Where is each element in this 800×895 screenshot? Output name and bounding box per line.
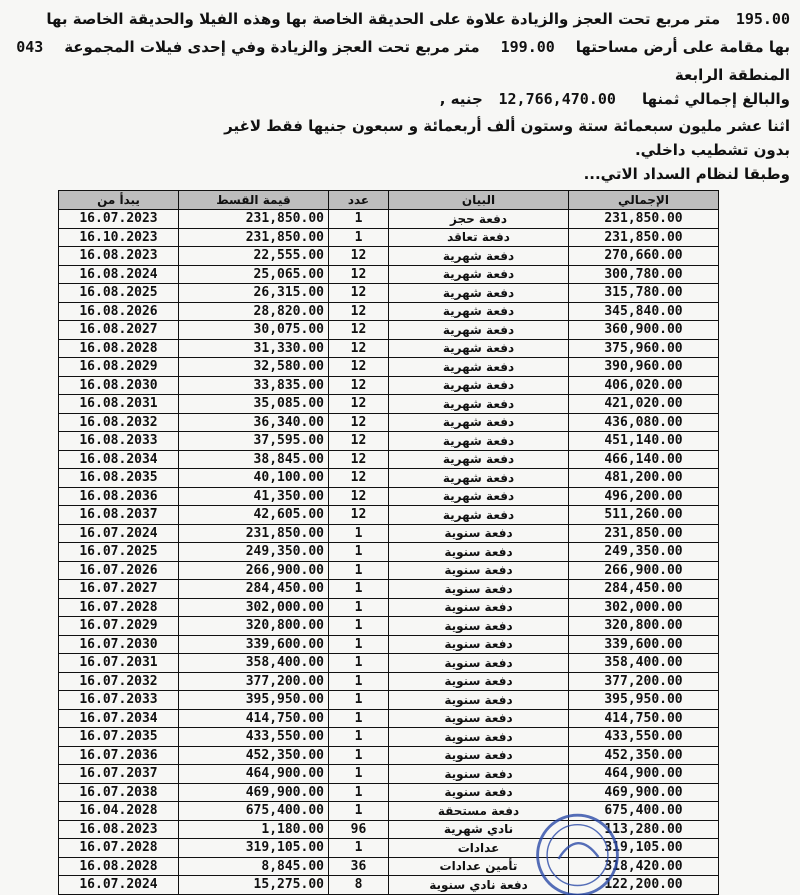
currency-unit: جنيه , [439,90,483,108]
total-cell: 451,140.00 [569,432,719,451]
description-cell: عدادات [389,839,569,858]
total-cell: 266,900.00 [569,561,719,580]
installment-amount-cell: 30,075.00 [179,321,329,340]
installment-amount-cell: 319,105.00 [179,839,329,858]
table-row [59,395,719,414]
villa-code: 043 [16,38,44,56]
total-cell: 464,900.00 [569,765,719,784]
table-row [59,617,719,636]
description-cell: دفعة شهرية [389,284,569,303]
start-date-cell: 16.08.2028 [59,857,179,876]
table-row [59,339,719,358]
table-row [59,413,719,432]
count-cell: 96 [329,820,389,839]
installment-amount-cell: 675,400.00 [179,802,329,821]
start-date-cell: 16.07.2033 [59,691,179,710]
description-cell: دفعة شهرية [389,358,569,377]
table-row [59,450,719,469]
table-row [59,561,719,580]
count-cell: 12 [329,302,389,321]
table-row [59,524,719,543]
count-cell: 1 [329,746,389,765]
installment-amount-cell: 231,850.00 [179,228,329,247]
installment-amount-cell: 41,350.00 [179,487,329,506]
installment-amount-cell: 302,000.00 [179,598,329,617]
description-cell: دفعة نادي سنوية [389,876,569,895]
installment-amount-cell: 25,065.00 [179,265,329,284]
installment-amount-cell: 42,605.00 [179,506,329,525]
description-cell: دفعة سنوية [389,654,569,673]
installment-amount-cell: 320,800.00 [179,617,329,636]
description-cell: دفعة شهرية [389,339,569,358]
start-date-cell: 16.08.2030 [59,376,179,395]
description-cell: تأمين عدادات [389,857,569,876]
header-start-date: يبدأ من [59,191,179,210]
table-row [59,820,719,839]
installment-amount-cell: 22,555.00 [179,247,329,266]
start-date-cell: 16.07.2037 [59,765,179,784]
description-cell: دفعة سنوية [389,709,569,728]
zone-text: المنطقة الرابعة [674,66,790,84]
header-line-1-text: متر مربع تحت العجز والزيادة علاوة على الحديقة الخاصة بها وهذه الفيلا والحديقة الخاصة بها [46,10,721,28]
total-cell: 481,200.00 [569,469,719,488]
start-date-cell: 16.08.2033 [59,432,179,451]
installment-amount-cell: 32,580.00 [179,358,329,377]
start-date-cell: 16.08.2026 [59,302,179,321]
header-line-2-text: بها مقامة على أرض مساحتها [575,38,790,56]
count-cell: 1 [329,709,389,728]
start-date-cell: 16.08.2027 [59,321,179,340]
table-row [59,876,719,895]
total-cell: 318,420.00 [569,857,719,876]
installment-amount-cell: 231,850.00 [179,210,329,229]
start-date-cell: 16.08.2023 [59,820,179,839]
total-cell: 466,140.00 [569,450,719,469]
header-installment-amount: قيمة القسط [179,191,329,210]
header-line-4 [440,90,790,108]
total-cell: 390,960.00 [569,358,719,377]
description-cell: دفعة سنوية [389,598,569,617]
description-cell: دفعة شهرية [389,506,569,525]
installment-amount-cell: 339,600.00 [179,635,329,654]
count-cell: 1 [329,654,389,673]
total-cell: 231,850.00 [569,210,719,229]
description-cell: دفعة سنوية [389,691,569,710]
count-cell: 1 [329,635,389,654]
count-cell: 12 [329,321,389,340]
total-price-label: والبالغ إجمالي ثمنها [642,90,790,108]
count-cell: 1 [329,672,389,691]
count-cell: 1 [329,561,389,580]
total-cell: 395,950.00 [569,691,719,710]
start-date-cell: 16.07.2025 [59,543,179,562]
table-row [59,487,719,506]
table-row [59,321,719,340]
start-date-cell: 16.08.2035 [59,469,179,488]
start-date-cell: 16.08.2032 [59,413,179,432]
description-cell: دفعة شهرية [389,321,569,340]
total-cell: 375,960.00 [569,339,719,358]
description-cell: دفعة شهرية [389,487,569,506]
description-cell: نادي شهرية [389,820,569,839]
description-cell: دفعة مستحقة [389,802,569,821]
count-cell: 1 [329,765,389,784]
count-cell: 1 [329,210,389,229]
total-cell: 113,280.00 [569,820,719,839]
total-cell: 421,020.00 [569,395,719,414]
area-value: 195.00 [735,10,790,28]
description-cell: دفعة شهرية [389,432,569,451]
header-line-2-text2: متر مربع تحت العجز والزيادة وفي إحدى فيلات المجموعة [64,38,480,56]
start-date-cell: 16.07.2027 [59,580,179,599]
count-cell: 1 [329,580,389,599]
table-row [59,857,719,876]
total-cell: 300,780.00 [569,265,719,284]
total-cell: 231,850.00 [569,524,719,543]
description-cell: دفعة شهرية [389,302,569,321]
installment-amount-cell: 266,900.00 [179,561,329,580]
start-date-cell: 16.08.2036 [59,487,179,506]
table-header-row [59,191,719,210]
total-cell: 249,350.00 [569,543,719,562]
table-row [59,765,719,784]
start-date-cell: 16.08.2034 [59,450,179,469]
start-date-cell: 16.08.2023 [59,247,179,266]
total-cell: 360,900.00 [569,321,719,340]
table-row [59,746,719,765]
table-row [59,302,719,321]
table-row [59,432,719,451]
count-cell: 8 [329,876,389,895]
start-date-cell: 16.07.2031 [59,654,179,673]
installment-amount-cell: 469,900.00 [179,783,329,802]
total-cell: 339,600.00 [569,635,719,654]
table-row [59,469,719,488]
installment-amount-cell: 28,820.00 [179,302,329,321]
description-cell: دفعة تعاقد [389,228,569,247]
table-row [59,376,719,395]
description-cell: دفعة سنوية [389,672,569,691]
count-cell: 12 [329,432,389,451]
installment-amount-cell: 358,400.00 [179,654,329,673]
table-row [59,654,719,673]
total-cell: 406,020.00 [569,376,719,395]
count-cell: 12 [329,376,389,395]
finishing-note: بدون تشطيب داخلي. [634,141,790,159]
total-cell: 302,000.00 [569,598,719,617]
start-date-cell: 16.08.2029 [59,358,179,377]
installment-amount-cell: 231,850.00 [179,524,329,543]
start-date-cell: 16.08.2037 [59,506,179,525]
total-cell: 496,200.00 [569,487,719,506]
total-cell: 469,900.00 [569,783,719,802]
start-date-cell: 16.07.2029 [59,617,179,636]
description-cell: دفعة سنوية [389,617,569,636]
payment-schedule-table [58,190,719,895]
header-line-1 [46,10,790,28]
count-cell: 1 [329,839,389,858]
table-row [59,543,719,562]
count-cell: 1 [329,617,389,636]
table-row [59,839,719,858]
description-cell: دفعة سنوية [389,561,569,580]
start-date-cell: 16.07.2032 [59,672,179,691]
installment-amount-cell: 8,845.00 [179,857,329,876]
installment-amount-cell: 26,315.00 [179,284,329,303]
installment-amount-cell: 1,180.00 [179,820,329,839]
table-row [59,709,719,728]
count-cell: 12 [329,506,389,525]
installment-amount-cell: 38,845.00 [179,450,329,469]
table-row [59,598,719,617]
header-line-5 [224,117,790,135]
start-date-cell: 16.08.2024 [59,265,179,284]
total-price-value: 12,766,470.00 [498,90,616,108]
description-cell: دفعة سنوية [389,728,569,747]
header-total: الإجمالي [569,191,719,210]
installment-amount-cell: 15,275.00 [179,876,329,895]
start-date-cell: 16.07.2028 [59,839,179,858]
count-cell: 12 [329,395,389,414]
description-cell: دفعة حجز [389,210,569,229]
count-cell: 12 [329,487,389,506]
description-cell: دفعة سنوية [389,783,569,802]
total-cell: 122,200.00 [569,876,719,895]
installment-amount-cell: 414,750.00 [179,709,329,728]
count-cell: 12 [329,247,389,266]
description-cell: دفعة سنوية [389,746,569,765]
count-cell: 1 [329,691,389,710]
table-row [59,691,719,710]
start-date-cell: 16.08.2028 [59,339,179,358]
start-date-cell: 16.04.2028 [59,802,179,821]
total-cell: 675,400.00 [569,802,719,821]
table-row [59,783,719,802]
table-row [59,672,719,691]
count-cell: 1 [329,543,389,562]
total-price-words: اثنا عشر مليون سبعمائة ستة وستون ألف أربعمائة و سبعون جنيها فقط لاغير [224,117,790,135]
installment-amount-cell: 377,200.00 [179,672,329,691]
total-cell: 358,400.00 [569,654,719,673]
description-cell: دفعة شهرية [389,247,569,266]
description-cell: دفعة سنوية [389,543,569,562]
table-row [59,802,719,821]
header-line-2 [16,38,790,56]
total-cell: 436,080.00 [569,413,719,432]
installment-amount-cell: 395,950.00 [179,691,329,710]
description-cell: دفعة شهرية [389,450,569,469]
description-cell: دفعة سنوية [389,580,569,599]
installment-amount-cell: 464,900.00 [179,765,329,784]
total-cell: 414,750.00 [569,709,719,728]
description-cell: دفعة شهرية [389,265,569,284]
installment-amount-cell: 249,350.00 [179,543,329,562]
count-cell: 1 [329,524,389,543]
payment-system-intro: وطبقا لنظام السداد الاتي... [583,165,790,183]
header-count: عدد [329,191,389,210]
start-date-cell: 16.07.2038 [59,783,179,802]
table-row [59,265,719,284]
table-body [59,210,719,895]
start-date-cell: 16.07.2036 [59,746,179,765]
count-cell: 12 [329,450,389,469]
table-row [59,228,719,247]
table-row [59,358,719,377]
total-cell: 315,780.00 [569,284,719,303]
count-cell: 1 [329,228,389,247]
header-line-6 [635,141,790,159]
installment-amount-cell: 284,450.00 [179,580,329,599]
installment-amount-cell: 37,595.00 [179,432,329,451]
start-date-cell: 16.07.2028 [59,598,179,617]
table-row [59,247,719,266]
installment-amount-cell: 452,350.00 [179,746,329,765]
installment-amount-cell: 33,835.00 [179,376,329,395]
total-cell: 433,550.00 [569,728,719,747]
start-date-cell: 16.10.2023 [59,228,179,247]
installment-amount-cell: 31,330.00 [179,339,329,358]
start-date-cell: 16.07.2024 [59,524,179,543]
start-date-cell: 16.08.2025 [59,284,179,303]
count-cell: 1 [329,728,389,747]
description-cell: دفعة شهرية [389,376,569,395]
count-cell: 12 [329,413,389,432]
installment-amount-cell: 40,100.00 [179,469,329,488]
table-row [59,506,719,525]
land-area-value: 199.00 [500,38,555,56]
total-cell: 511,260.00 [569,506,719,525]
description-cell: دفعة سنوية [389,765,569,784]
total-cell: 377,200.00 [569,672,719,691]
header-description: البيان [389,191,569,210]
installment-amount-cell: 433,550.00 [179,728,329,747]
total-cell: 320,800.00 [569,617,719,636]
start-date-cell: 16.08.2031 [59,395,179,414]
installment-amount-cell: 36,340.00 [179,413,329,432]
count-cell: 12 [329,284,389,303]
table-row [59,210,719,229]
count-cell: 1 [329,598,389,617]
total-cell: 231,850.00 [569,228,719,247]
start-date-cell: 16.07.2035 [59,728,179,747]
start-date-cell: 16.07.2026 [59,561,179,580]
total-cell: 270,660.00 [569,247,719,266]
description-cell: دفعة شهرية [389,469,569,488]
count-cell: 12 [329,265,389,284]
description-cell: دفعة سنوية [389,524,569,543]
start-date-cell: 16.07.2024 [59,876,179,895]
installment-amount-cell: 35,085.00 [179,395,329,414]
count-cell: 12 [329,339,389,358]
table-row [59,728,719,747]
table-row [59,635,719,654]
total-cell: 345,840.00 [569,302,719,321]
count-cell: 1 [329,802,389,821]
start-date-cell: 16.07.2034 [59,709,179,728]
start-date-cell: 16.07.2030 [59,635,179,654]
total-cell: 284,450.00 [569,580,719,599]
total-cell: 319,105.00 [569,839,719,858]
count-cell: 1 [329,783,389,802]
start-date-cell: 16.07.2023 [59,210,179,229]
table-row [59,580,719,599]
description-cell: دفعة شهرية [389,413,569,432]
table-row [59,284,719,303]
count-cell: 12 [329,469,389,488]
header-line-7 [584,165,790,183]
count-cell: 12 [329,358,389,377]
header-line-3 [675,66,790,84]
description-cell: دفعة شهرية [389,395,569,414]
count-cell: 36 [329,857,389,876]
description-cell: دفعة سنوية [389,635,569,654]
total-cell: 452,350.00 [569,746,719,765]
